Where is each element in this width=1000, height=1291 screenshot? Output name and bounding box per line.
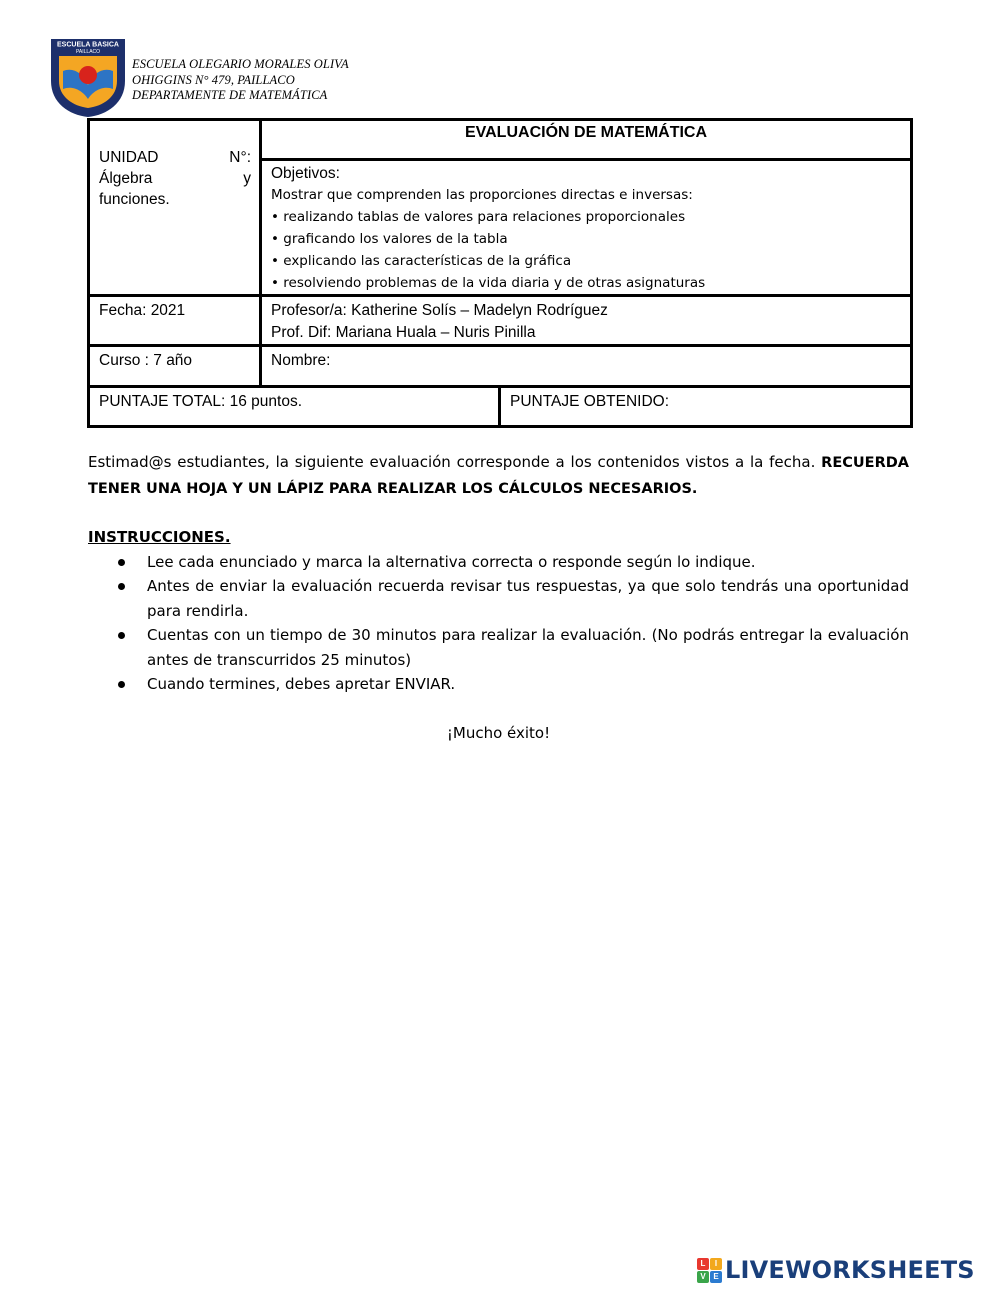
logo-block: L (697, 1258, 709, 1270)
evaluation-title: EVALUACIÓN DE MATEMÁTICA (261, 120, 912, 160)
unidad-name-conjunction: y (243, 170, 251, 187)
objetivos-cell (261, 160, 912, 296)
liveworksheets-logo-icon (697, 1258, 722, 1283)
fecha-cell: Fecha: 2021 (89, 296, 261, 346)
unidad-name-part2: funciones. (99, 191, 170, 208)
instruction-item (88, 672, 909, 697)
instruction-item (88, 623, 909, 672)
profesor-cell (261, 296, 912, 346)
watermark-text: LIVEWORKSHEETS (725, 1256, 975, 1284)
intro-paragraph (88, 450, 909, 501)
instructions-list (88, 550, 909, 697)
logo-block: E (710, 1271, 722, 1283)
unidad-name-part1: Álgebra (99, 170, 153, 187)
bullet-icon (118, 583, 125, 590)
objetivo-line: • explicando las características de la gráfica (271, 253, 572, 269)
school-name: ESCUELA OLEGARIO MORALES OLIVA (132, 57, 349, 71)
instruction-item (88, 550, 909, 575)
unidad-cell (89, 120, 261, 296)
crest-top-text: ESCUELA BASICA (57, 41, 119, 49)
crest-red-sun (79, 66, 97, 84)
objetivos-label: Objetivos: (271, 165, 340, 182)
instruction-item (88, 574, 909, 623)
bullet-icon (118, 559, 125, 566)
instruction-text: Cuentas con un tiempo de 30 minutos para realizar la evaluación. (No podrás entregar la evaluación antes de transcurridos 25 minutos) (147, 626, 909, 669)
instruction-text: Cuando termines, debes apretar ENVIAR. (147, 675, 456, 693)
puntaje-total-cell: PUNTAJE TOTAL: 16 puntos. (89, 387, 500, 427)
bullet-icon (118, 681, 125, 688)
closing-message: ¡Mucho éxito! (446, 723, 551, 742)
instructions-section (88, 450, 909, 745)
crest-sub-text: PAILLACO (75, 49, 101, 55)
bullet-icon (118, 632, 125, 639)
instruction-text: Lee cada enunciado y marca la alternativa correcta o responde según lo indique. (147, 552, 756, 571)
school-department: DEPARTAMENTE DE MATEMÁTICA (132, 88, 328, 102)
nombre-field[interactable]: Nombre: (261, 346, 912, 387)
prof-dif-names: Prof. Dif: Mariana Huala – Nuris Pinilla (271, 324, 536, 341)
curso-cell: Curso : 7 año (89, 346, 261, 387)
objetivo-line: • graficando los valores de la tabla (271, 231, 508, 247)
school-address-block (132, 57, 349, 104)
objetivo-line: • resolviendo problemas de la vida diaria y de otras asignaturas (271, 275, 706, 291)
objetivo-line: Mostrar que comprenden las proporciones directas e inversas: (271, 187, 693, 203)
logo-block: I (710, 1258, 722, 1270)
profesor-names: Profesor/a: Katherine Solís – Madelyn Rodríguez (271, 302, 608, 319)
instructions-title: INSTRUCCIONES. (88, 528, 231, 546)
school-address: OHIGGINS N° 479, PAILLACO (132, 72, 295, 87)
liveworksheets-watermark (697, 1255, 975, 1285)
logo-block: V (697, 1271, 709, 1283)
unidad-label: UNIDAD (99, 149, 159, 166)
materials-reminder: RECUERDA TENER UNA HOJA Y UN LÁPIZ PARA REALIZAR LOS CÁLCULOS NECESARIOS. (88, 455, 909, 497)
school-crest-logo (49, 37, 127, 119)
instruction-text: Antes de enviar la evaluación recuerda revisar tus respuestas, ya que solo tendrás una oportunidad para rendirla. (147, 577, 909, 620)
puntaje-obtenido-field[interactable]: PUNTAJE OBTENIDO: (500, 387, 912, 427)
objetivo-line: • realizando tablas de valores para relaciones proporcionales (271, 209, 686, 225)
unidad-number-label: N°: (229, 149, 251, 166)
intro-text: Estimad@s estudiantes, la siguiente evaluación corresponde a los contenidos vistos a la fecha. (88, 453, 816, 471)
evaluation-info-table (87, 118, 913, 428)
